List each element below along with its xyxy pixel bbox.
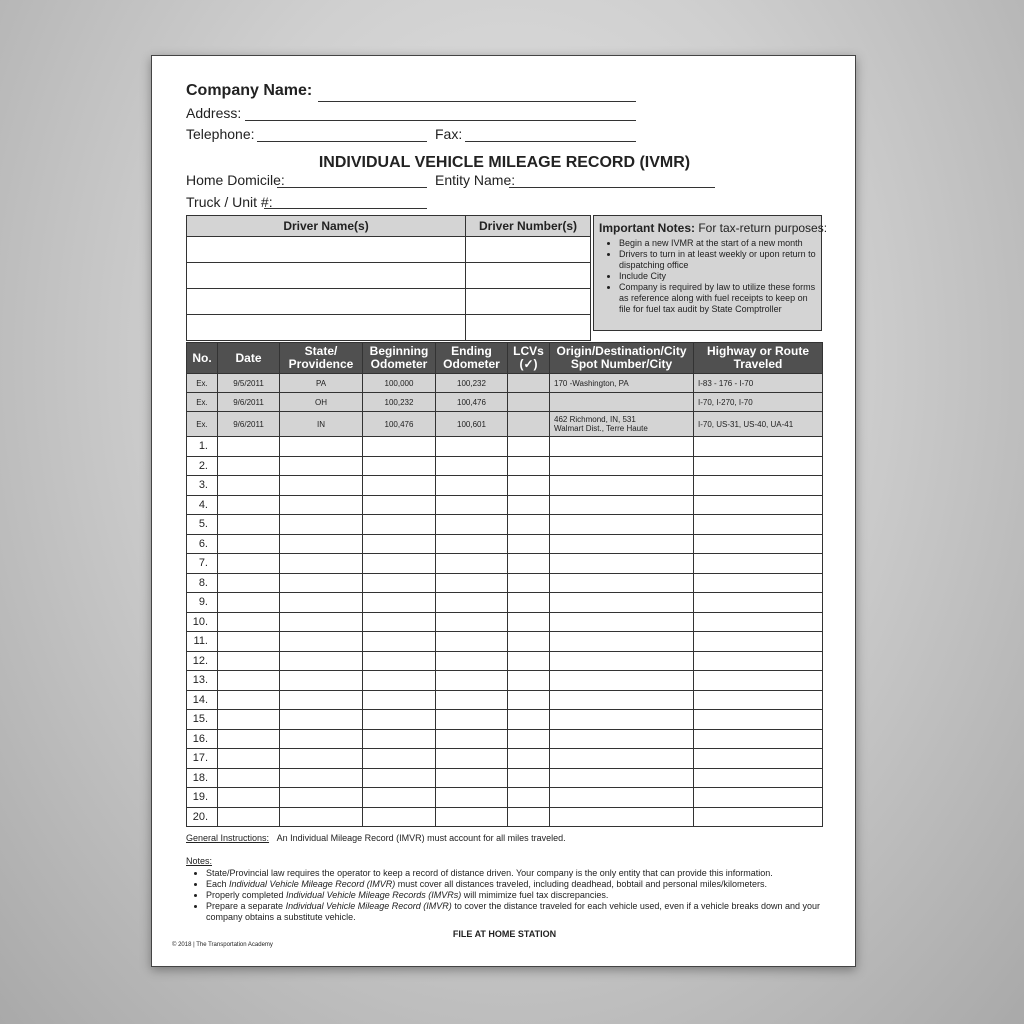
beginning-odometer-cell[interactable] — [363, 593, 436, 613]
example-date: 9/6/2011 — [218, 393, 280, 412]
beginning-odometer-cell[interactable] — [363, 749, 436, 769]
ending-odometer-cell[interactable] — [436, 612, 508, 632]
ending-odometer-cell[interactable] — [436, 710, 508, 730]
state-cell[interactable] — [280, 534, 363, 554]
highway-cell[interactable] — [694, 749, 823, 769]
mileage-table — [186, 342, 823, 827]
row-number: 18. — [187, 768, 218, 788]
important-note-item: • Begin a new IVMR at the start of a new month — [619, 238, 816, 249]
lcv-cell[interactable] — [508, 651, 550, 671]
lcv-cell[interactable] — [508, 749, 550, 769]
origin-cell[interactable] — [550, 749, 694, 769]
row-number: 2. — [187, 456, 218, 476]
highway-cell[interactable] — [694, 593, 823, 613]
origin-cell[interactable] — [550, 710, 694, 730]
important-notes-heading-text: For tax-return purposes: — [695, 221, 828, 235]
example-row — [187, 374, 823, 393]
ending-odometer-cell[interactable] — [436, 515, 508, 535]
lcv-cell[interactable] — [508, 495, 550, 515]
important-notes-box — [593, 215, 828, 331]
example-lcv — [508, 374, 550, 393]
date-cell[interactable] — [218, 749, 280, 769]
lcv-cell[interactable] — [508, 671, 550, 691]
state-cell[interactable] — [280, 437, 363, 457]
state-cell[interactable] — [280, 710, 363, 730]
ending-odometer-cell[interactable] — [436, 573, 508, 593]
ending-odometer-cell[interactable] — [436, 768, 508, 788]
row-number: 8. — [187, 573, 218, 593]
important-notes-list — [599, 238, 816, 315]
beginning-odometer-cell[interactable] — [363, 807, 436, 827]
footer-note-item: • Each Individual Vehicle Mileage Record (IMVR) must cover all distances traveled, including deadhead, bobtail and personal miles/kilometers. — [206, 879, 826, 890]
row-number: 6. — [187, 534, 218, 554]
table-row — [187, 515, 823, 535]
origin-cell[interactable] — [550, 651, 694, 671]
beginning-odometer-cell[interactable] — [363, 710, 436, 730]
example-no: Ex. — [187, 374, 218, 393]
notes-label: Notes: — [186, 856, 213, 866]
footer-note-item: • State/Provincial law requires the operator to keep a record of distance driven. Your company is the only entity that can provide this information. — [206, 868, 826, 879]
general-instructions — [186, 833, 566, 843]
origin-cell[interactable] — [550, 534, 694, 554]
telephone-field[interactable] — [257, 141, 427, 142]
ending-odometer-cell[interactable] — [436, 534, 508, 554]
example-state: PA — [280, 374, 363, 393]
row-number: 17. — [187, 749, 218, 769]
highway-cell[interactable] — [694, 515, 823, 535]
beginning-odometer-cell[interactable] — [363, 554, 436, 574]
lcv-cell[interactable] — [508, 729, 550, 749]
row-number: 15. — [187, 710, 218, 730]
origin-cell[interactable] — [550, 554, 694, 574]
example-lcv — [508, 393, 550, 412]
driver-number-cell[interactable] — [466, 263, 591, 289]
table-row — [187, 788, 823, 808]
state-cell[interactable] — [280, 593, 363, 613]
state-cell[interactable] — [280, 495, 363, 515]
row-number: 4. — [187, 495, 218, 515]
row-number: 19. — [187, 788, 218, 808]
highway-cell[interactable] — [694, 554, 823, 574]
row-number: 5. — [187, 515, 218, 535]
row-number: 16. — [187, 729, 218, 749]
beginning-odometer-cell[interactable] — [363, 729, 436, 749]
row-number: 3. — [187, 476, 218, 496]
origin-cell[interactable] — [550, 476, 694, 496]
highway-cell[interactable] — [694, 612, 823, 632]
lcv-cell[interactable] — [508, 573, 550, 593]
beginning-odometer-cell[interactable] — [363, 495, 436, 515]
row-number: 7. — [187, 554, 218, 574]
beginning-odometer-cell[interactable] — [363, 612, 436, 632]
beginning-odometer-cell[interactable] — [363, 671, 436, 691]
address-label: Address: — [186, 105, 242, 121]
date-cell[interactable] — [218, 690, 280, 710]
origin-cell[interactable] — [550, 573, 694, 593]
driver-row — [187, 289, 591, 315]
example-state: IN — [280, 412, 363, 437]
ending-odometer-cell[interactable] — [436, 651, 508, 671]
driver-row — [187, 263, 591, 289]
highway-cell[interactable] — [694, 729, 823, 749]
col-ending-odometer-header: Ending Odometer — [436, 343, 508, 374]
highway-cell[interactable] — [694, 671, 823, 691]
state-cell[interactable] — [280, 456, 363, 476]
example-ending-odometer: 100,476 — [436, 393, 508, 412]
ending-odometer-cell[interactable] — [436, 632, 508, 652]
lcv-cell[interactable] — [508, 593, 550, 613]
example-beginning-odometer: 100,232 — [363, 393, 436, 412]
table-row — [187, 710, 823, 730]
state-cell[interactable] — [280, 632, 363, 652]
general-instructions-text: An Individual Mileage Record (IMVR) must account for all miles traveled. — [276, 833, 566, 843]
example-highway: I-70, I-270, I-70 — [694, 393, 823, 412]
example-no: Ex. — [187, 393, 218, 412]
state-cell[interactable] — [280, 573, 363, 593]
important-notes-heading-bold: Important Notes: — [599, 221, 695, 235]
table-row — [187, 807, 823, 827]
date-cell[interactable] — [218, 788, 280, 808]
state-cell[interactable] — [280, 671, 363, 691]
example-state: OH — [280, 393, 363, 412]
example-lcv — [508, 412, 550, 437]
example-date: 9/5/2011 — [218, 374, 280, 393]
beginning-odometer-cell[interactable] — [363, 573, 436, 593]
driver-number-cell[interactable] — [466, 237, 591, 263]
beginning-odometer-cell[interactable] — [363, 456, 436, 476]
ending-odometer-cell[interactable] — [436, 456, 508, 476]
driver-table — [186, 215, 591, 341]
table-row — [187, 612, 823, 632]
table-row — [187, 437, 823, 457]
entity-name-field[interactable] — [509, 187, 715, 188]
date-cell[interactable] — [218, 534, 280, 554]
date-cell[interactable] — [218, 768, 280, 788]
date-cell[interactable] — [218, 515, 280, 535]
driver-names-header: Driver Name(s) — [187, 216, 466, 237]
important-notes-heading — [599, 221, 828, 235]
footer-notes — [186, 868, 826, 923]
footer-note-item: • Properly completed Individual Vehicle Mileage Records (IMVRs) will mimimize fuel tax discrepancies. — [206, 890, 826, 901]
origin-cell[interactable] — [550, 729, 694, 749]
col-no-header: No. — [187, 343, 218, 374]
origin-cell[interactable] — [550, 456, 694, 476]
col-date-header: Date — [218, 343, 280, 374]
footer-note-item: • Prepare a separate Individual Vehicle Mileage Record (IMVR) to cover the distance traveled for each vehicle used, even if a vehicle breaks down and your company obtains a substitute vehicle. — [206, 901, 826, 923]
col-lcvs-header: LCVs (✓) — [508, 343, 550, 374]
date-cell[interactable] — [218, 807, 280, 827]
address-field[interactable] — [245, 120, 636, 121]
ending-odometer-cell[interactable] — [436, 554, 508, 574]
example-highway: I-83 - 176 - I-70 — [694, 374, 823, 393]
date-cell[interactable] — [218, 554, 280, 574]
highway-cell[interactable] — [694, 651, 823, 671]
origin-cell[interactable] — [550, 515, 694, 535]
table-row — [187, 690, 823, 710]
origin-cell[interactable] — [550, 671, 694, 691]
lcv-cell[interactable] — [508, 437, 550, 457]
table-row — [187, 456, 823, 476]
state-cell[interactable] — [280, 554, 363, 574]
telephone-label: Telephone: — [186, 126, 255, 142]
date-cell[interactable] — [218, 632, 280, 652]
highway-cell[interactable] — [694, 807, 823, 827]
example-ending-odometer: 100,601 — [436, 412, 508, 437]
example-highway: I-70, US-31, US-40, UA-41 — [694, 412, 823, 437]
date-cell[interactable] — [218, 573, 280, 593]
highway-cell[interactable] — [694, 690, 823, 710]
date-cell[interactable] — [218, 651, 280, 671]
example-row — [187, 393, 823, 412]
date-cell[interactable] — [218, 456, 280, 476]
date-cell[interactable] — [218, 612, 280, 632]
state-cell[interactable] — [280, 612, 363, 632]
col-state-header: State/ Providence — [280, 343, 363, 374]
row-number: 9. — [187, 593, 218, 613]
state-cell[interactable] — [280, 476, 363, 496]
lcv-cell[interactable] — [508, 690, 550, 710]
example-beginning-odometer: 100,000 — [363, 374, 436, 393]
state-cell[interactable] — [280, 515, 363, 535]
row-number: 11. — [187, 632, 218, 652]
lcv-cell[interactable] — [508, 710, 550, 730]
ending-odometer-cell[interactable] — [436, 593, 508, 613]
ending-odometer-cell[interactable] — [436, 749, 508, 769]
ending-odometer-cell[interactable] — [436, 476, 508, 496]
origin-cell[interactable] — [550, 437, 694, 457]
state-cell[interactable] — [280, 807, 363, 827]
ending-odometer-cell[interactable] — [436, 788, 508, 808]
ivmr-form-page — [151, 55, 856, 967]
date-cell[interactable] — [218, 671, 280, 691]
row-number: 1. — [187, 437, 218, 457]
origin-cell[interactable] — [550, 690, 694, 710]
ending-odometer-cell[interactable] — [436, 495, 508, 515]
table-row — [187, 632, 823, 652]
table-row — [187, 495, 823, 515]
table-row — [187, 768, 823, 788]
file-at-home-station: FILE AT HOME STATION — [452, 929, 557, 939]
col-beginning-odometer-header: Beginning Odometer — [363, 343, 436, 374]
state-cell[interactable] — [280, 768, 363, 788]
date-cell[interactable] — [218, 729, 280, 749]
date-cell[interactable] — [218, 593, 280, 613]
company-name-label: Company Name: — [186, 82, 313, 99]
beginning-odometer-cell[interactable] — [363, 768, 436, 788]
origin-cell[interactable] — [550, 612, 694, 632]
lcv-cell[interactable] — [508, 807, 550, 827]
truck-unit-label: Truck / Unit #: — [186, 194, 273, 210]
beginning-odometer-cell[interactable] — [363, 651, 436, 671]
origin-cell[interactable] — [550, 788, 694, 808]
example-origin: 170 -Washington, PA — [550, 374, 694, 393]
driver-name-cell[interactable] — [187, 263, 466, 289]
highway-cell[interactable] — [694, 437, 823, 457]
table-row — [187, 749, 823, 769]
highway-cell[interactable] — [694, 632, 823, 652]
date-cell[interactable] — [218, 495, 280, 515]
table-row — [187, 534, 823, 554]
example-ending-odometer: 100,232 — [436, 374, 508, 393]
table-row — [187, 573, 823, 593]
example-date: 9/6/2011 — [218, 412, 280, 437]
beginning-odometer-cell[interactable] — [363, 690, 436, 710]
lcv-cell[interactable] — [508, 612, 550, 632]
date-cell[interactable] — [218, 476, 280, 496]
important-note-item: • Company is required by law to utilize these forms as reference along with fuel receipts to keep on file for fuel tax audit by State Comptroller — [619, 282, 816, 315]
state-cell[interactable] — [280, 729, 363, 749]
driver-name-cell[interactable] — [187, 237, 466, 263]
home-domicile-label: Home Domicile: — [186, 172, 285, 188]
beginning-odometer-cell[interactable] — [363, 632, 436, 652]
state-cell[interactable] — [280, 788, 363, 808]
highway-cell[interactable] — [694, 710, 823, 730]
highway-cell[interactable] — [694, 788, 823, 808]
table-row — [187, 729, 823, 749]
driver-number-cell[interactable] — [466, 289, 591, 315]
ending-odometer-cell[interactable] — [436, 807, 508, 827]
lcv-cell[interactable] — [508, 456, 550, 476]
driver-name-cell[interactable] — [187, 315, 466, 341]
state-cell[interactable] — [280, 749, 363, 769]
fax-label: Fax: — [435, 126, 463, 142]
highway-cell[interactable] — [694, 768, 823, 788]
entity-name-label: Entity Name: — [435, 172, 516, 188]
driver-number-cell[interactable] — [466, 315, 591, 341]
company-name-field[interactable] — [318, 101, 636, 102]
truck-unit-field[interactable] — [264, 208, 427, 209]
general-instructions-label: General Instructions: — [186, 833, 270, 843]
col-origin-header: Origin/Destination/City Spot Number/City — [550, 343, 694, 374]
highway-cell[interactable] — [694, 456, 823, 476]
row-number: 12. — [187, 651, 218, 671]
table-row — [187, 671, 823, 691]
highway-cell[interactable] — [694, 534, 823, 554]
lcv-cell[interactable] — [508, 554, 550, 574]
col-highway-header: Highway or Route Traveled — [694, 343, 823, 374]
lcv-cell[interactable] — [508, 515, 550, 535]
home-domicile-field[interactable] — [277, 187, 427, 188]
row-number: 14. — [187, 690, 218, 710]
date-cell[interactable] — [218, 710, 280, 730]
beginning-odometer-cell[interactable] — [363, 515, 436, 535]
mileage-header-row — [187, 343, 823, 374]
example-row — [187, 412, 823, 437]
beginning-odometer-cell[interactable] — [363, 437, 436, 457]
ending-odometer-cell[interactable] — [436, 729, 508, 749]
table-row — [187, 651, 823, 671]
origin-cell[interactable] — [550, 807, 694, 827]
important-note-item: • Drivers to turn in at least weekly or upon return to dispatching office — [619, 249, 816, 271]
origin-cell[interactable] — [550, 632, 694, 652]
table-row — [187, 554, 823, 574]
lcv-cell[interactable] — [508, 534, 550, 554]
table-row — [187, 476, 823, 496]
fax-field[interactable] — [465, 141, 636, 142]
origin-cell[interactable] — [550, 495, 694, 515]
copyright: © 2018 | The Transportation Academy — [172, 942, 273, 948]
lcv-cell[interactable] — [508, 632, 550, 652]
beginning-odometer-cell[interactable] — [363, 788, 436, 808]
row-number: 13. — [187, 671, 218, 691]
ending-odometer-cell[interactable] — [436, 690, 508, 710]
lcv-cell[interactable] — [508, 768, 550, 788]
form-title: INDIVIDUAL VEHICLE MILEAGE RECORD (IVMR) — [318, 154, 691, 171]
table-row — [187, 593, 823, 613]
highway-cell[interactable] — [694, 476, 823, 496]
origin-cell[interactable] — [550, 593, 694, 613]
example-origin — [550, 393, 694, 412]
state-cell[interactable] — [280, 690, 363, 710]
driver-row — [187, 237, 591, 263]
lcv-cell[interactable] — [508, 788, 550, 808]
driver-numbers-header: Driver Number(s) — [466, 216, 591, 237]
highway-cell[interactable] — [694, 495, 823, 515]
highway-cell[interactable] — [694, 573, 823, 593]
example-no: Ex. — [187, 412, 218, 437]
example-beginning-odometer: 100,476 — [363, 412, 436, 437]
ending-odometer-cell[interactable] — [436, 437, 508, 457]
date-cell[interactable] — [218, 437, 280, 457]
driver-name-cell[interactable] — [187, 289, 466, 315]
row-number: 10. — [187, 612, 218, 632]
state-cell[interactable] — [280, 651, 363, 671]
driver-row — [187, 315, 591, 341]
beginning-odometer-cell[interactable] — [363, 476, 436, 496]
important-note-item: • Include City — [619, 271, 816, 282]
row-number: 20. — [187, 807, 218, 827]
lcv-cell[interactable] — [508, 476, 550, 496]
origin-cell[interactable] — [550, 768, 694, 788]
example-origin: 462 Richmond, IN, 531 Walmart Dist., Terre Haute — [550, 412, 694, 437]
beginning-odometer-cell[interactable] — [363, 534, 436, 554]
ending-odometer-cell[interactable] — [436, 671, 508, 691]
